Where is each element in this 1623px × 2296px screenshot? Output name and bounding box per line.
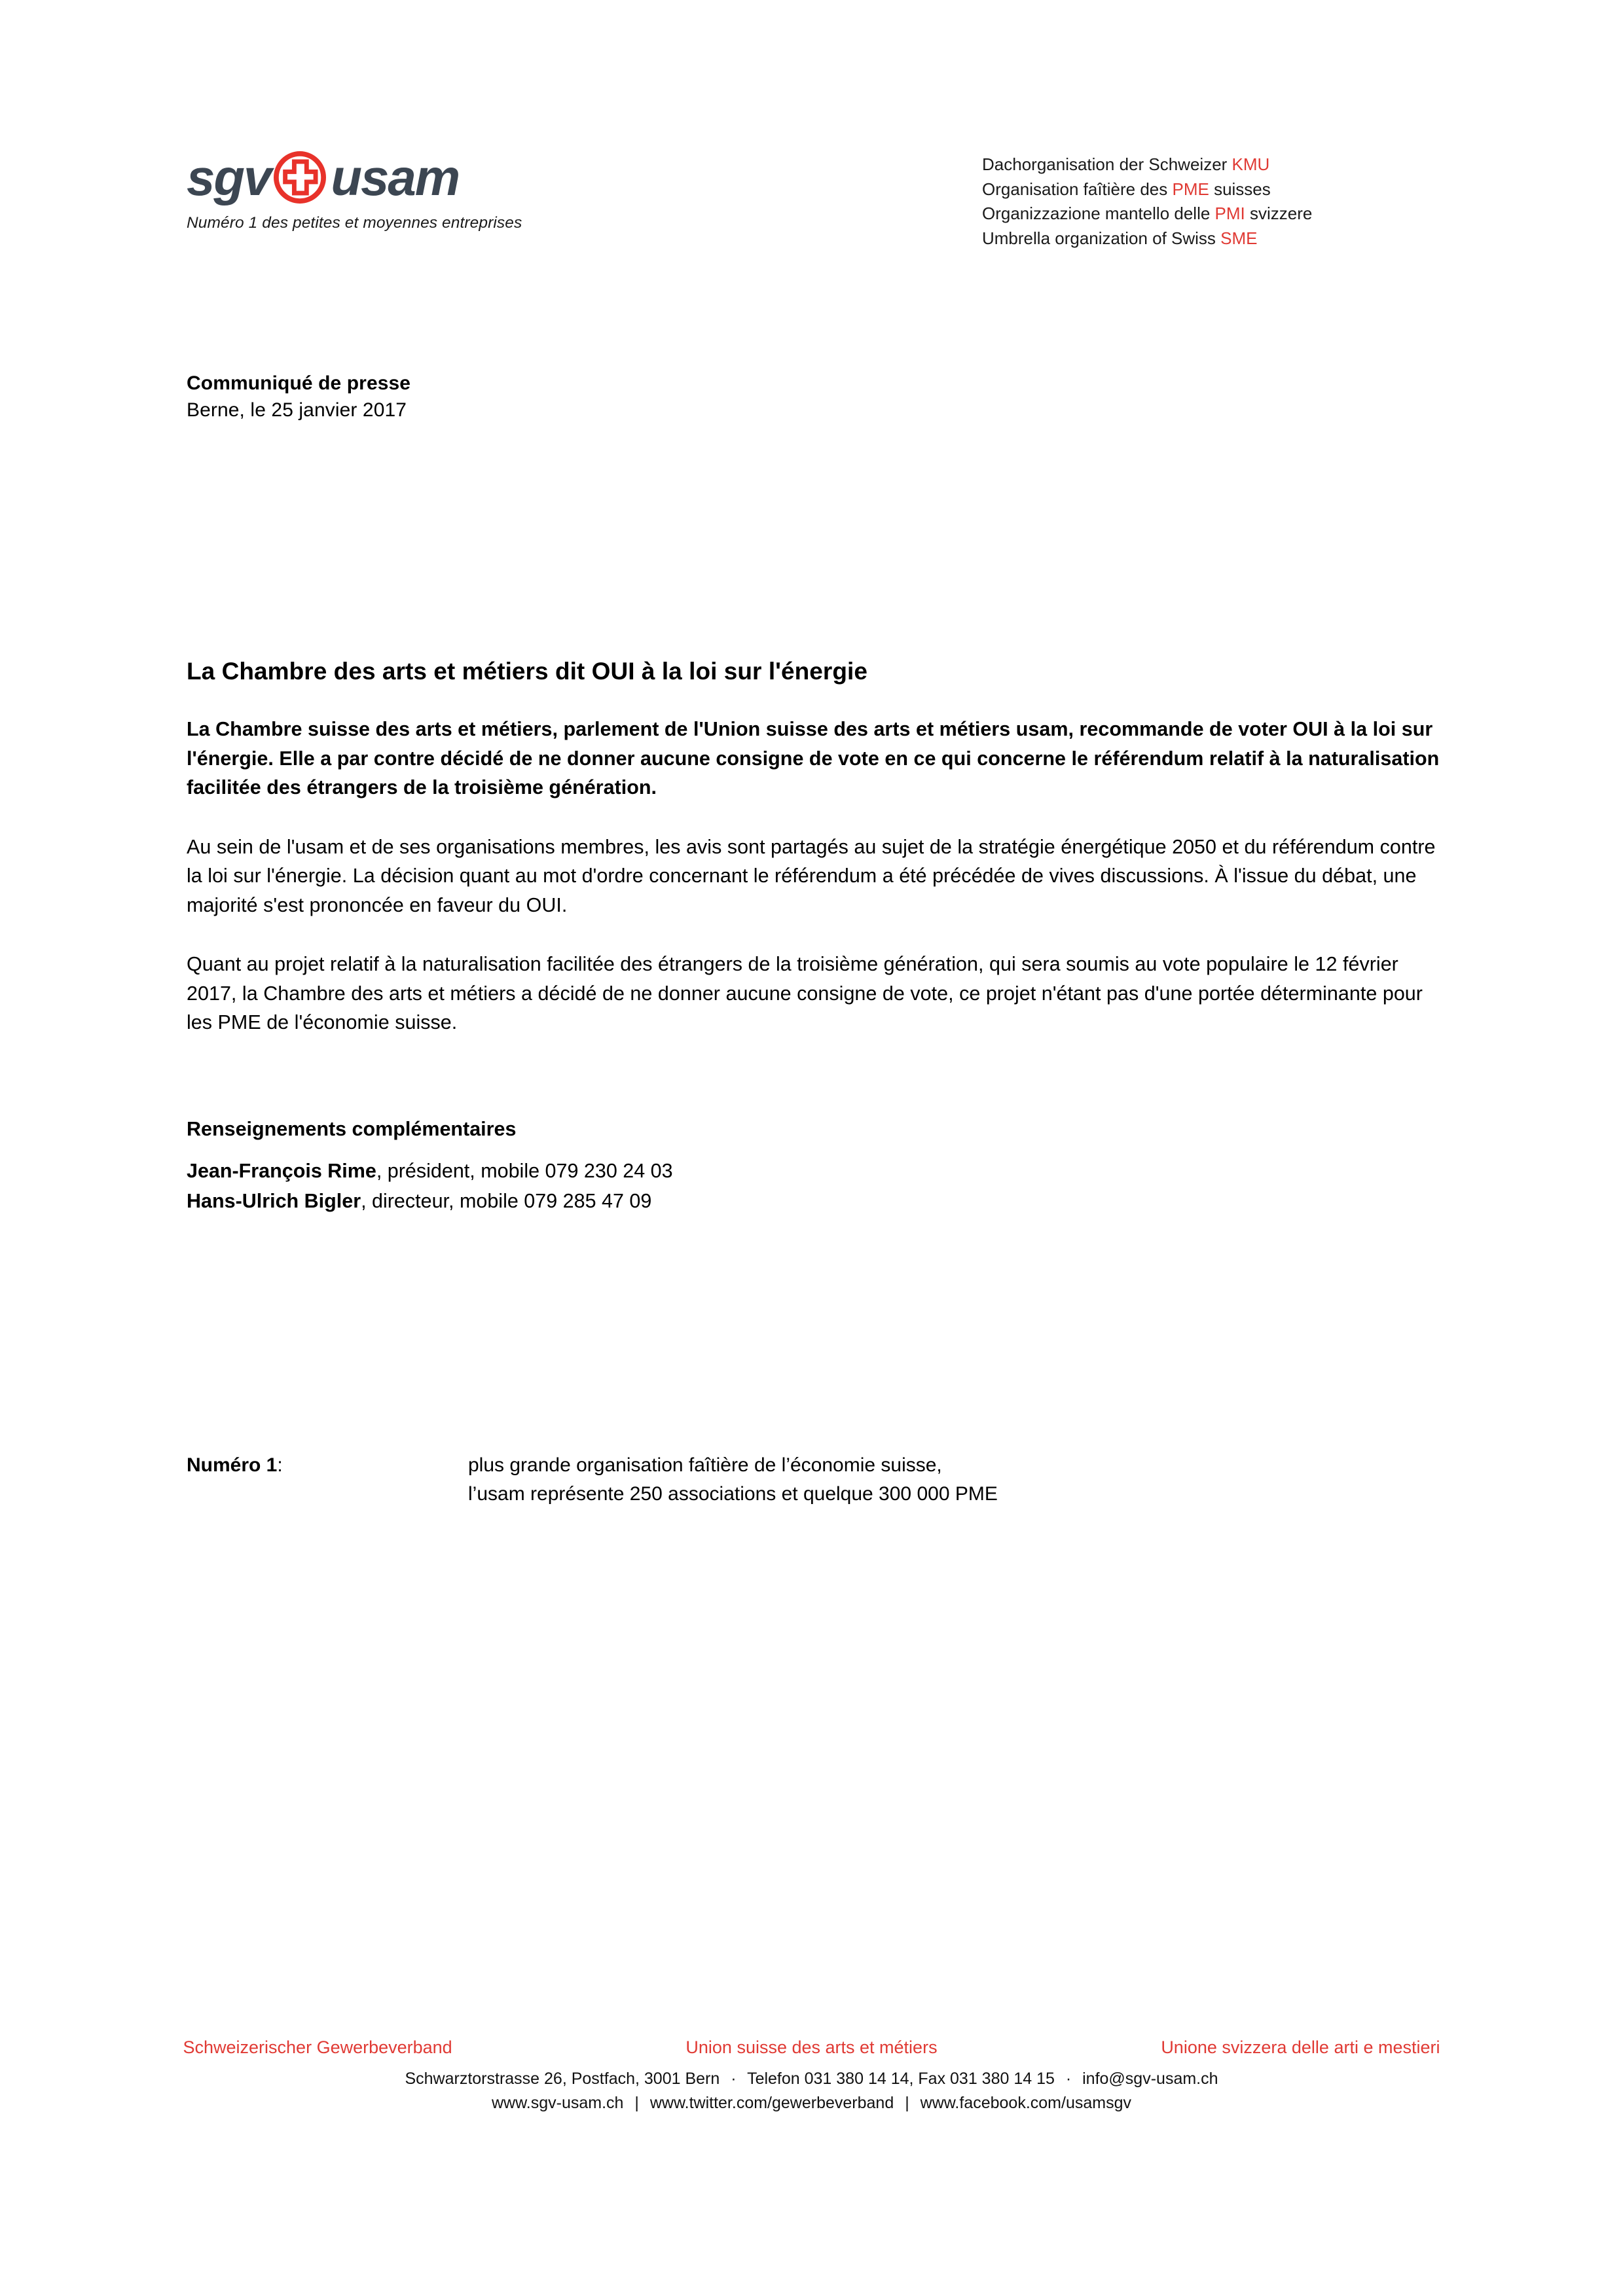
footer-org-de: Schweizerischer Gewerbeverband	[183, 2037, 452, 2057]
footer-facebook-link[interactable]: www.facebook.com/usamsgv	[920, 2094, 1131, 2112]
logo-text-usam: usam	[331, 149, 460, 206]
footer-website-link[interactable]: www.sgv-usam.ch	[491, 2094, 624, 2112]
lead-paragraph: La Chambre suisse des arts et métiers, parlement de l'Union suisse des arts et métiers usam, recommande de voter OUI à la loi sur l'énergie. Elle a par contre décidé de ne donner aucune consigne de vote en ce qui concerne le référendum relatif à la naturalisation facilitée des étrangers de la troisième génération.	[187, 718, 1440, 798]
footer-twitter-link[interactable]: www.twitter.com/gewerbeverband	[649, 2094, 894, 2112]
contact-details-1: , président, mobile 079 230 24 03	[376, 1159, 673, 1182]
page-header	[187, 147, 1436, 272]
page-title: La Chambre des arts et métiers dit OUI à la loi sur l'énergie	[187, 658, 867, 685]
descriptor-line-en: Umbrella organization of Swiss SME	[982, 228, 1258, 248]
descriptor-line-fr: Organisation faîtière des PME suisses	[982, 179, 1271, 199]
descriptor-line-de: Dachorganisation der Schweizer KMU	[982, 154, 1270, 174]
contact-name-2: Hans-Ulrich Bigler	[187, 1189, 361, 1212]
contact-name-1: Jean-François Rime	[187, 1159, 376, 1182]
footer-email[interactable]: info@sgv-usam.ch	[1082, 2070, 1218, 2088]
numero-label	[187, 1451, 468, 1480]
footer-org-fr: Union suisse des arts et métiers	[685, 2037, 938, 2057]
numero-line-1: plus grande organisation faîtière de l’économie suisse,	[468, 1454, 942, 1476]
dateline: Berne, le 25 janvier 2017	[187, 399, 407, 421]
numero-label-colon: :	[277, 1454, 283, 1476]
logo-text-sgv: sgv	[187, 149, 271, 206]
footer-separator-dot-2: ·	[1065, 2070, 1072, 2088]
footer-separator-dot: ·	[731, 2070, 737, 2088]
contact-person-2	[187, 1187, 1444, 1215]
body-paragraph-2: Quant au projet relatif à la naturalisation facilitée des étrangers de la troisième génération, qui sera soumis au vote populaire le 12 février 2017, la Chambre des arts et métiers a décidé de ne donner aucune consigne de vote, ce projet n'étant pas d'une portée déterminante pour les PME de l'économie suisse.	[187, 953, 1423, 1033]
acronym-kmu: KMU	[1231, 154, 1270, 174]
footer-organization-names	[0, 2036, 1623, 2059]
footer-phone-fax: Telefon 031 380 14 14, Fax 031 380 14 15	[747, 2070, 1055, 2088]
contacts-heading: Renseignements complémentaires	[187, 1117, 517, 1140]
contact-details-2: , directeur, mobile 079 285 47 09	[361, 1189, 652, 1212]
document-kind: Communiqué de presse	[187, 372, 411, 394]
contact-person-1	[187, 1157, 1444, 1185]
document-body	[187, 370, 1444, 1509]
numero-label-bold: Numéro 1	[187, 1454, 278, 1476]
body-paragraph-1: Au sein de l'usam et de ses organisations membres, les avis sont partagés au sujet de la stratégie énergétique 2050 et du référendum contre la loi sur l'énergie. La décision quant au mot d'ordre concernant le référendum a été précédée de vives discussions. À l'issue du débat, une majorité s'est prononcée en faveur du OUI.	[187, 835, 1436, 916]
descriptor-line-it: Organizzazione mantello delle PMI svizzere	[982, 204, 1313, 223]
logo-tagline: Numéro 1 des petites et moyennes entreprises	[187, 214, 522, 232]
footer-separator-pipe-2: |	[905, 2094, 909, 2112]
acronym-sme: SME	[1220, 228, 1258, 248]
multilingual-descriptor	[982, 152, 1312, 251]
numero-line-2: l’usam représente 250 associations et quelque 300 000 PME	[468, 1482, 998, 1505]
organization-logo	[187, 147, 593, 232]
footer-address: Schwarztorstrasse 26, Postfach, 3001 Bern	[405, 2070, 720, 2088]
footer-org-it: Unione svizzera delle arti e mestieri	[1161, 2037, 1440, 2057]
numero-value	[468, 1451, 998, 1509]
footer-separator-pipe: |	[634, 2094, 639, 2112]
page-footer	[0, 2036, 1623, 2115]
numero-one-block	[187, 1451, 1444, 1509]
acronym-pme: PME	[1172, 179, 1209, 199]
logo-wordmark	[187, 147, 593, 207]
acronym-pmi: PMI	[1214, 204, 1245, 223]
swiss-cross-circle-icon	[272, 149, 328, 206]
footer-contact-line	[0, 2067, 1623, 2091]
footer-web-line	[0, 2091, 1623, 2115]
